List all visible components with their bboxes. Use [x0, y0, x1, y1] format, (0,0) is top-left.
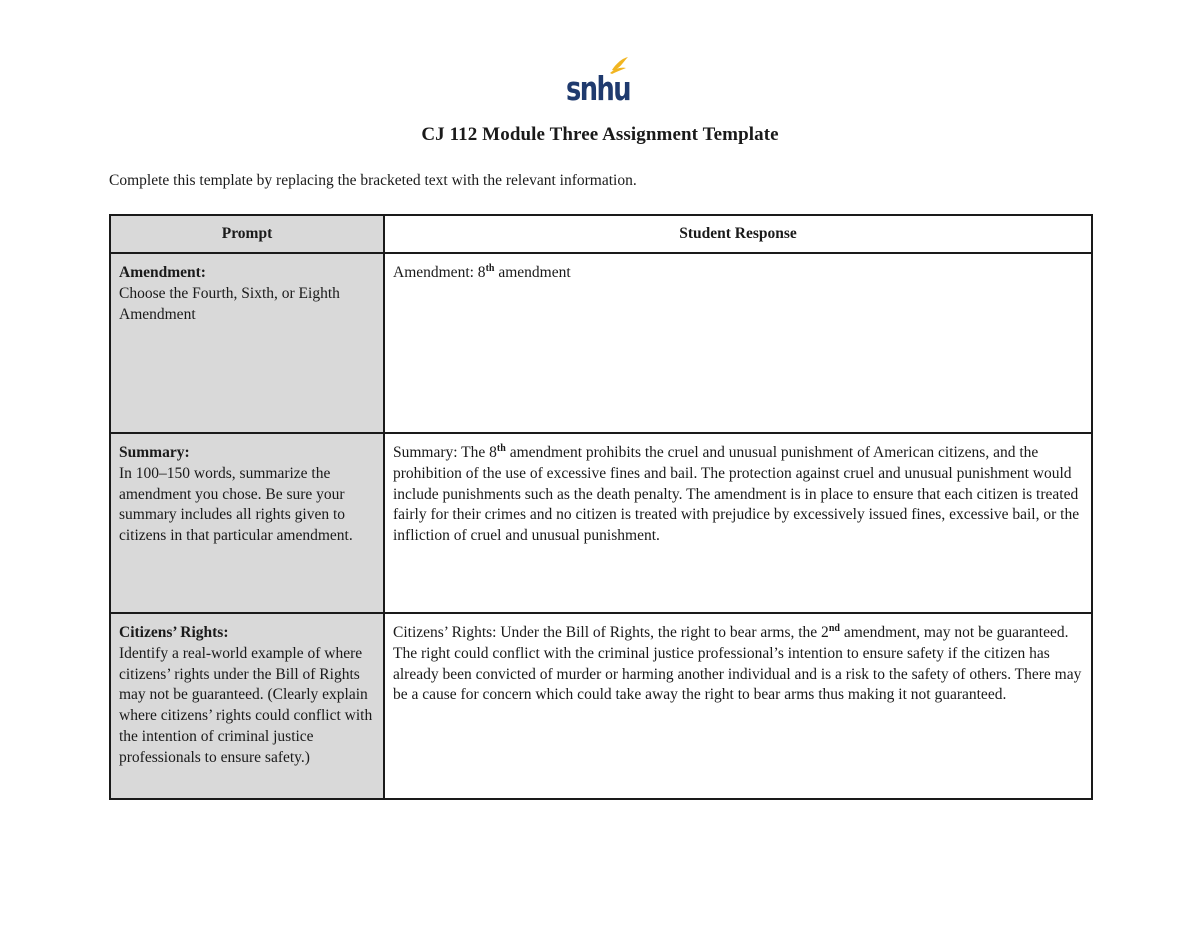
response-cell[interactable] — [384, 253, 1092, 433]
column-header-student-response: Student Response — [384, 215, 1092, 253]
table-row-citizens-rights — [110, 613, 1092, 799]
response-cell[interactable] — [384, 433, 1092, 613]
response-text-cont: amendment prohibits the cruel and unusual punishment of American citizens, and the prohibition of the use of excessive fines and bail. The protection against cruel and unusual punishment would include punishments such as the death penalty. The amendment is in place to ensure that each citizen is treated fairly for their crimes and no citizen is treated with prejudice by excessively issued fines, excessive bail, or the infliction of cruel and unusual punishment. — [393, 444, 1080, 545]
prompt-cell — [110, 613, 384, 799]
response-text: Amendment: 8 — [393, 264, 486, 281]
response-text-cont: amendment — [494, 264, 571, 281]
assignment-table — [109, 214, 1093, 800]
ordinal-suffix: th — [496, 443, 506, 454]
ordinal-suffix: th — [485, 263, 495, 274]
intro-text: Complete this template by replacing the bracketed text with the relevant information. — [109, 172, 637, 189]
prompt-text: In 100–150 words, summarize the amendment you chose. Be sure your summary includes all rights given to citizens in that particular amendment. — [119, 464, 353, 545]
logo-wordmark: snhu — [566, 69, 630, 108]
snhu-logo — [566, 56, 632, 108]
prompt-heading: Amendment: — [119, 264, 206, 281]
document-title: CJ 112 Module Three Assignment Template — [421, 124, 779, 145]
table-header-row — [110, 215, 1092, 253]
prompt-heading: Summary: — [119, 444, 190, 461]
response-text: Summary: The 8 — [393, 444, 497, 461]
table-row-summary — [110, 433, 1092, 613]
column-header-prompt: Prompt — [110, 215, 384, 253]
prompt-heading: Citizens’ Rights: — [119, 624, 229, 641]
prompt-text: Choose the Fourth, Sixth, or Eighth Amendment — [119, 284, 340, 323]
prompt-text: Identify a real-world example of where citizens’ rights under the Bill of Rights may not be guaranteed. (Clearly explain where citizens’ rights could conflict with the intention of criminal justice professionals to ensure safety.) — [119, 644, 373, 766]
ordinal-suffix: nd — [828, 623, 840, 634]
table-row-amendment — [110, 253, 1092, 433]
response-text: Citizens’ Rights: Under the Bill of Rights, the right to bear arms, the 2 — [393, 624, 829, 641]
response-text-cont: amendment, may not be guaranteed. The right could conflict with the criminal justice professional’s intention to ensure safety if the citizen has already been convicted of murder or harming another individual and is a risk to the safety of others. There may be a cause for concern which could take away the right to bear arms thus making it not guaranteed. — [393, 624, 1082, 704]
response-cell[interactable] — [384, 613, 1092, 799]
prompt-cell — [110, 253, 384, 433]
prompt-cell — [110, 433, 384, 613]
